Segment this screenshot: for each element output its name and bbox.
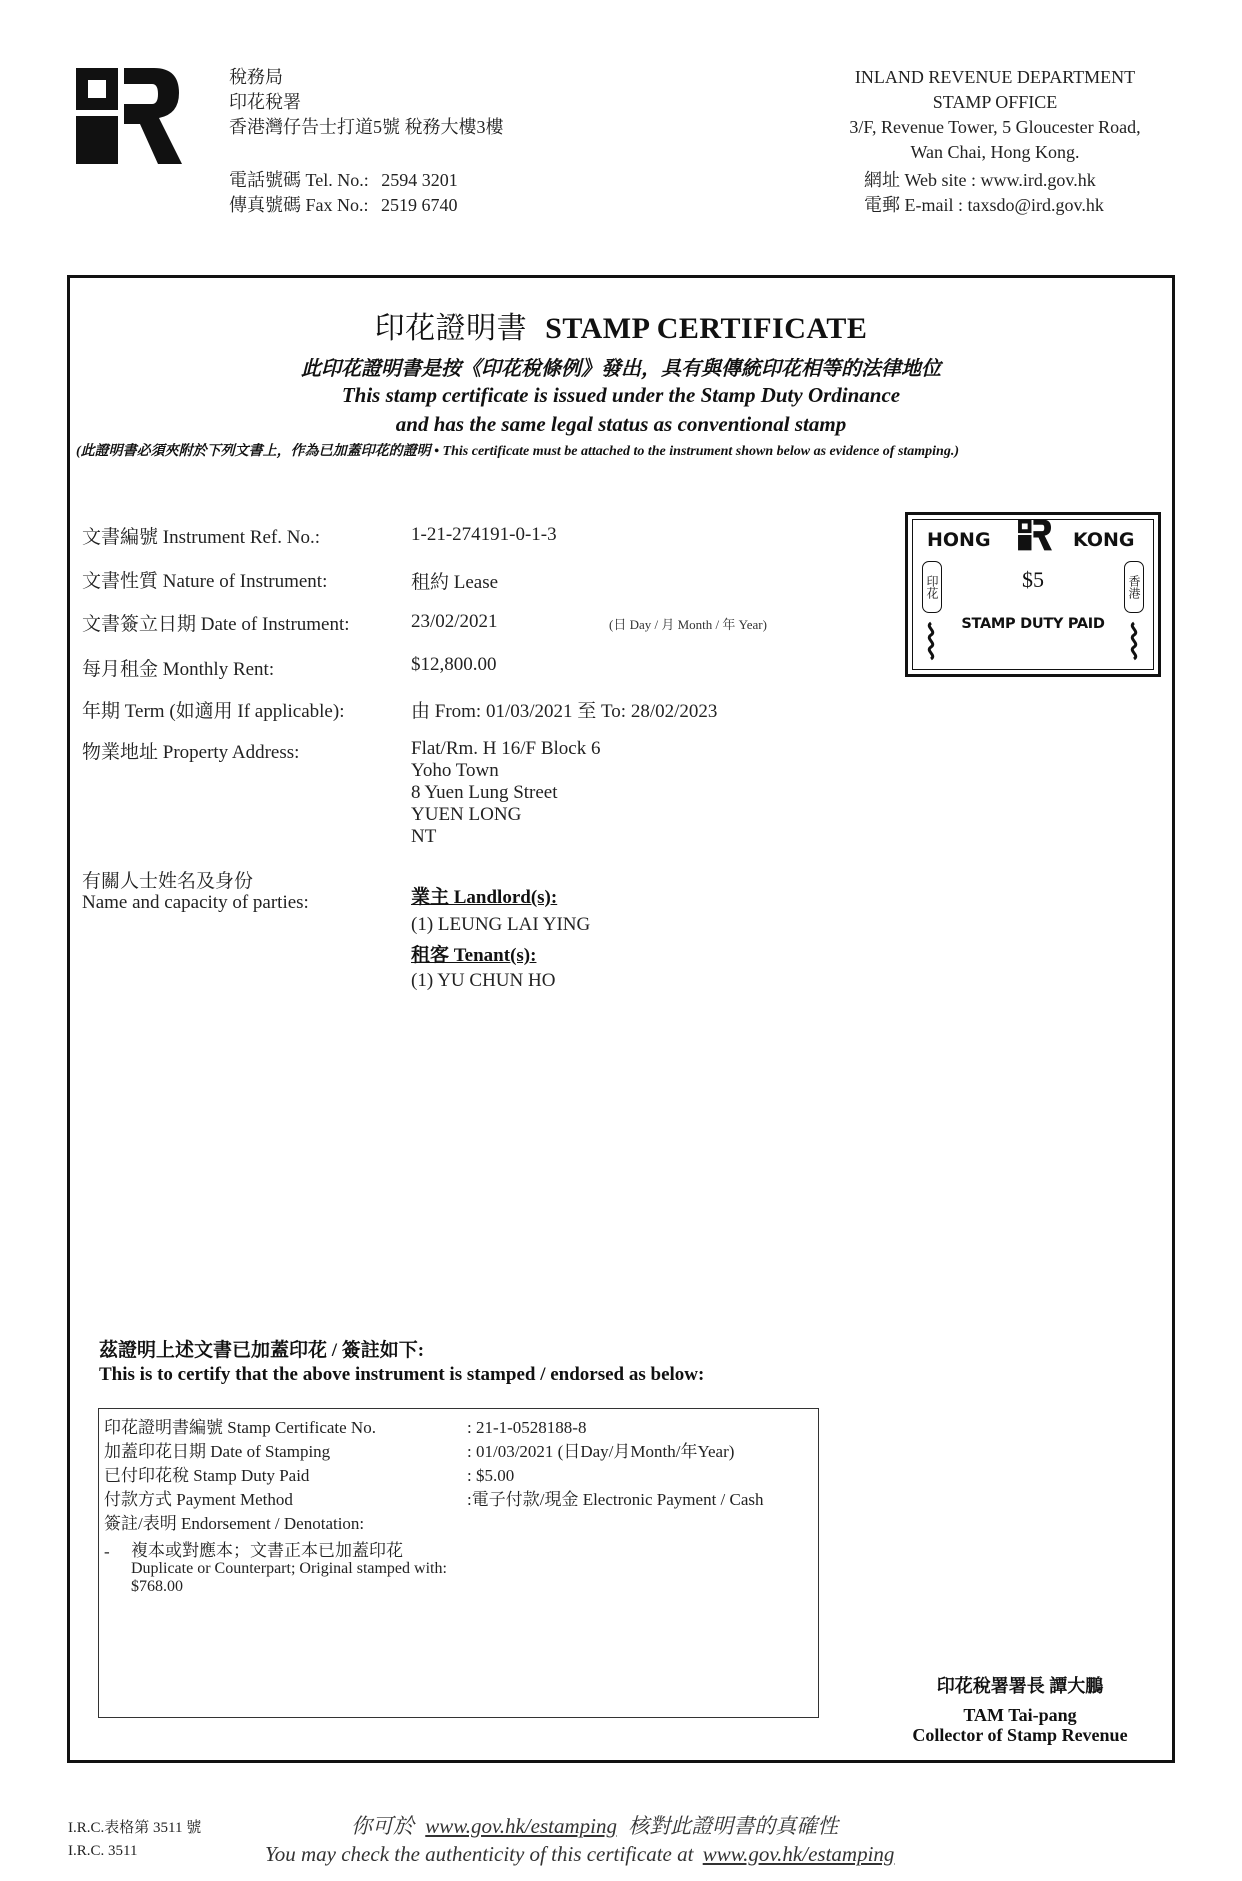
tenant-heading: 租客 Tenant(s):	[411, 945, 537, 966]
title-en: STAMP CERTIFICATE	[545, 312, 868, 345]
duty-paid-value: : $5.00	[467, 1466, 515, 1485]
header-right-block	[810, 65, 1180, 165]
tel-label: 電話號碼 Tel. No.:	[229, 170, 369, 190]
stamp-hong-word: HONG	[927, 529, 991, 551]
ird-mini-logo-icon	[1011, 519, 1059, 551]
details-labels	[104, 1416, 376, 1536]
date-value: 23/02/2021	[411, 611, 498, 632]
endorse-en: Duplicate or Counterpart; Original stamped with:	[131, 1560, 447, 1577]
stamp-duty-paid-seal	[905, 512, 1161, 677]
stamp-amount: $5	[1022, 567, 1044, 592]
stamp-kong-word: KONG	[1073, 529, 1135, 551]
dept-name-zh: 稅務局	[229, 67, 283, 87]
term-label: 年期 Term (如適用 If applicable):	[82, 701, 345, 722]
payment-method-value: :電子付款/現金 Electronic Payment / Cash	[467, 1490, 764, 1509]
certify-heading-en: This is to certify that the above instrument is stamped / endorsed as below:	[99, 1364, 705, 1385]
address-zh: 香港灣仔告士打道5號 稅務大樓3樓	[229, 117, 504, 137]
payment-method-label: 付款方式 Payment Method	[104, 1490, 293, 1509]
stamp-paid-text: STAMP DUTY PAID	[961, 616, 1105, 632]
ird-logo-icon	[74, 66, 184, 166]
landlord-name: (1) LEUNG LAI YING	[411, 914, 591, 935]
verify-line-zh	[351, 1810, 838, 1840]
form-number-zh: I.R.C.表格第 3511 號	[68, 1820, 202, 1836]
website-link[interactable]: 網址 Web site : www.ird.gov.hk	[864, 170, 1096, 190]
ref-no-value: 1-21-274191-0-1-3	[411, 524, 557, 545]
details-values	[467, 1416, 764, 1512]
header-left-block	[229, 65, 504, 140]
rent-label: 每月租金 Monthly Rent:	[82, 659, 275, 680]
subtitle-zh: 此印花證明書是按《印花稅條例》發出，具有與傳統印花相等的法律地位	[301, 358, 941, 380]
ref-no-label: 文書編號 Instrument Ref. No.:	[82, 527, 321, 548]
landlord-heading: 業主 Landlord(s):	[411, 887, 558, 908]
address-line: Flat/Rm. H 16/F Block 6	[411, 738, 601, 759]
tel-row	[229, 168, 458, 193]
verify-line-en	[265, 1842, 894, 1867]
parties-label-zh: 有關人士姓名及身份	[82, 871, 254, 892]
email-link[interactable]: 電郵 E-mail : taxsdo@ird.gov.hk	[864, 195, 1104, 215]
collector-signature-block	[870, 1705, 1170, 1745]
tenant-name: (1) YU CHUN HO	[411, 970, 556, 991]
dept-name-en: INLAND REVENUE DEPARTMENT	[854, 67, 1136, 87]
title-zh: 印花證明書	[374, 311, 528, 346]
property-address-label: 物業地址 Property Address:	[82, 742, 300, 763]
verify-en-prefix: You may check the authenticity of this certificate at	[265, 1842, 694, 1866]
address-line: Yoho Town	[411, 760, 499, 781]
header-contact-block	[229, 168, 458, 218]
date-format-hint: (日 Day / 月 Month / 年 Year)	[609, 617, 767, 632]
cert-no-value: : 21-1-0528188-8	[467, 1418, 587, 1437]
property-address	[411, 738, 601, 848]
address-line: NT	[411, 826, 437, 847]
estamping-link-en[interactable]: www.gov.hk/estamping	[702, 1842, 895, 1866]
duty-paid-label: 已付印花稅 Stamp Duty Paid	[104, 1466, 310, 1485]
parties-label	[82, 871, 309, 913]
stamp-date-label: 加蓋印花日期 Date of Stamping	[104, 1442, 331, 1461]
coil-ornament-icon	[1126, 621, 1142, 663]
collector-title-en: Collector of Stamp Revenue	[912, 1725, 1128, 1745]
endorse-zh: 複本或對應本；文書正本已加蓋印花	[131, 1541, 403, 1560]
address-en-line2: Wan Chai, Hong Kong.	[910, 142, 1080, 162]
verify-zh-prefix: 你可於	[351, 1814, 414, 1838]
subtitle-en-line1: This stamp certificate is issued under the Stamp Duty Ordinance	[341, 383, 901, 407]
form-number-en: I.R.C. 3511	[68, 1843, 138, 1859]
stamp-date-value: : 01/03/2021 (日Day/月Month/年Year)	[467, 1442, 735, 1461]
header-web-block	[864, 168, 1104, 218]
endorsement-detail	[131, 1542, 447, 1596]
collector-title-zh: 印花稅署署長 譚大鵬	[936, 1676, 1104, 1696]
certificate-title	[0, 303, 1242, 347]
fax-label: 傳真號碼 Fax No.:	[229, 195, 369, 215]
rent-value: $12,800.00	[411, 654, 497, 675]
nature-value: 租約 Lease	[411, 572, 499, 593]
endorse-dash: -	[104, 1542, 110, 1561]
tel-value: 2594 3201	[381, 170, 458, 190]
parties-label-en: Name and capacity of parties:	[82, 892, 309, 913]
stamp-left-badge: 印花	[922, 561, 942, 613]
coil-ornament-icon	[923, 621, 939, 663]
address-en-line1: 3/F, Revenue Tower, 5 Gloucester Road,	[849, 117, 1141, 137]
endorsement-label: 簽註/表明 Endorsement / Denotation:	[104, 1514, 365, 1533]
cert-no-label: 印花證明書編號 Stamp Certificate No.	[104, 1418, 376, 1437]
office-name-en: STAMP OFFICE	[932, 92, 1058, 112]
date-label: 文書簽立日期 Date of Instrument:	[82, 614, 350, 635]
collector-name: TAM Tai-pang	[963, 1705, 1077, 1725]
term-value: 由 From: 01/03/2021 至 To: 28/02/2023	[411, 701, 718, 722]
endorse-amount: $768.00	[131, 1578, 183, 1595]
office-name-zh: 印花稅署	[229, 92, 301, 112]
fax-row	[229, 193, 458, 218]
address-line: YUEN LONG	[411, 804, 522, 825]
stamp-right-badge: 香港	[1124, 561, 1144, 613]
attachment-note: (此證明書必須夾附於下列文書上，作為已加蓋印花的證明 • This certificate must be attached to the instrument shown below as evidence of stamping.)	[76, 444, 960, 459]
fax-value: 2519 6740	[381, 195, 458, 215]
certify-heading-zh: 茲證明上述文書已加蓋印花 / 簽註如下:	[99, 1340, 425, 1361]
address-line: 8 Yuen Lung Street	[411, 782, 558, 803]
verify-zh-suffix: 核對此證明書的真確性	[628, 1814, 839, 1838]
nature-label: 文書性質 Nature of Instrument:	[82, 571, 328, 592]
subtitle-en-line2: and has the same legal status as conventional stamp	[395, 412, 847, 436]
estamping-link[interactable]: www.gov.hk/estamping	[425, 1814, 617, 1838]
